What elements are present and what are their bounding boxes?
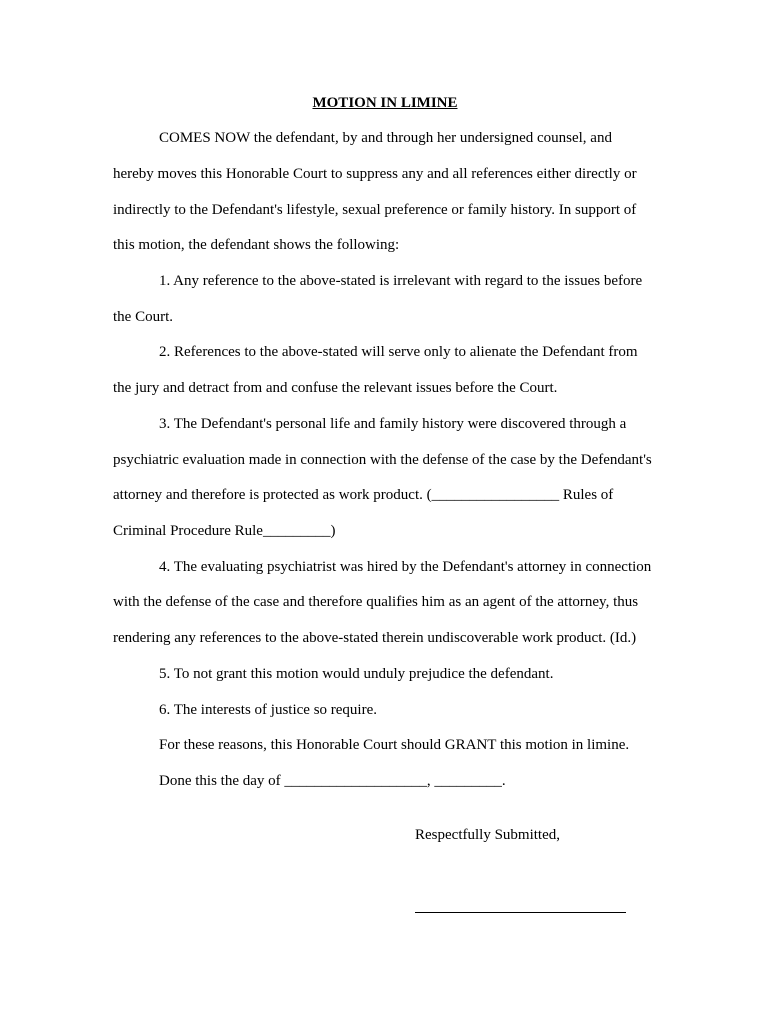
date-line: Done this the day of ___________________, _________. bbox=[159, 773, 506, 789]
point-6-line: 6. The interests of justice so require. bbox=[159, 702, 377, 718]
intro-line-2: hereby moves this Honorable Court to suppress any and all references either directly or bbox=[113, 166, 637, 182]
point-3-line-2: psychiatric evaluation made in connection with the defense of the case by the Defendant's bbox=[113, 452, 652, 468]
point-1-line-1: 1. Any reference to the above-stated is irrelevant with regard to the issues before bbox=[159, 273, 643, 289]
signature-closing: Respectfully Submitted, bbox=[415, 827, 560, 843]
intro-line-1: COMES NOW the defendant, by and through her undersigned counsel, and bbox=[159, 130, 612, 146]
point-4-line-3: rendering any references to the above-stated therein undiscoverable work product. (Id.) bbox=[113, 630, 637, 646]
conclusion-line: For these reasons, this Honorable Court should GRANT this motion in limine. bbox=[159, 737, 630, 753]
point-2-line-1: 2. References to the above-stated will serve only to alienate the Defendant from bbox=[159, 344, 638, 360]
point-3-line-4: Criminal Procedure Rule_________) bbox=[113, 523, 336, 539]
point-1-line-2: the Court. bbox=[113, 309, 173, 325]
signature-line bbox=[415, 912, 626, 913]
document-title: MOTION IN LIMINE bbox=[312, 95, 458, 111]
point-4-line-2: with the defense of the case and therefore qualifies him as an agent of the attorney, thus bbox=[113, 594, 639, 610]
point-3-line-3: attorney and therefore is protected as work product. (_________________ Rules of bbox=[113, 487, 614, 503]
intro-line-3: indirectly to the Defendant's lifestyle, sexual preference or family history. In support of bbox=[113, 202, 637, 218]
point-4-line-1: 4. The evaluating psychiatrist was hired by the Defendant's attorney in connection bbox=[159, 559, 652, 575]
point-5-line: 5. To not grant this motion would unduly prejudice the defendant. bbox=[159, 666, 554, 682]
point-2-line-2: the jury and detract from and confuse the relevant issues before the Court. bbox=[113, 380, 558, 396]
point-3-line-1: 3. The Defendant's personal life and family history were discovered through a bbox=[159, 416, 627, 432]
intro-line-4: this motion, the defendant shows the following: bbox=[113, 237, 400, 253]
